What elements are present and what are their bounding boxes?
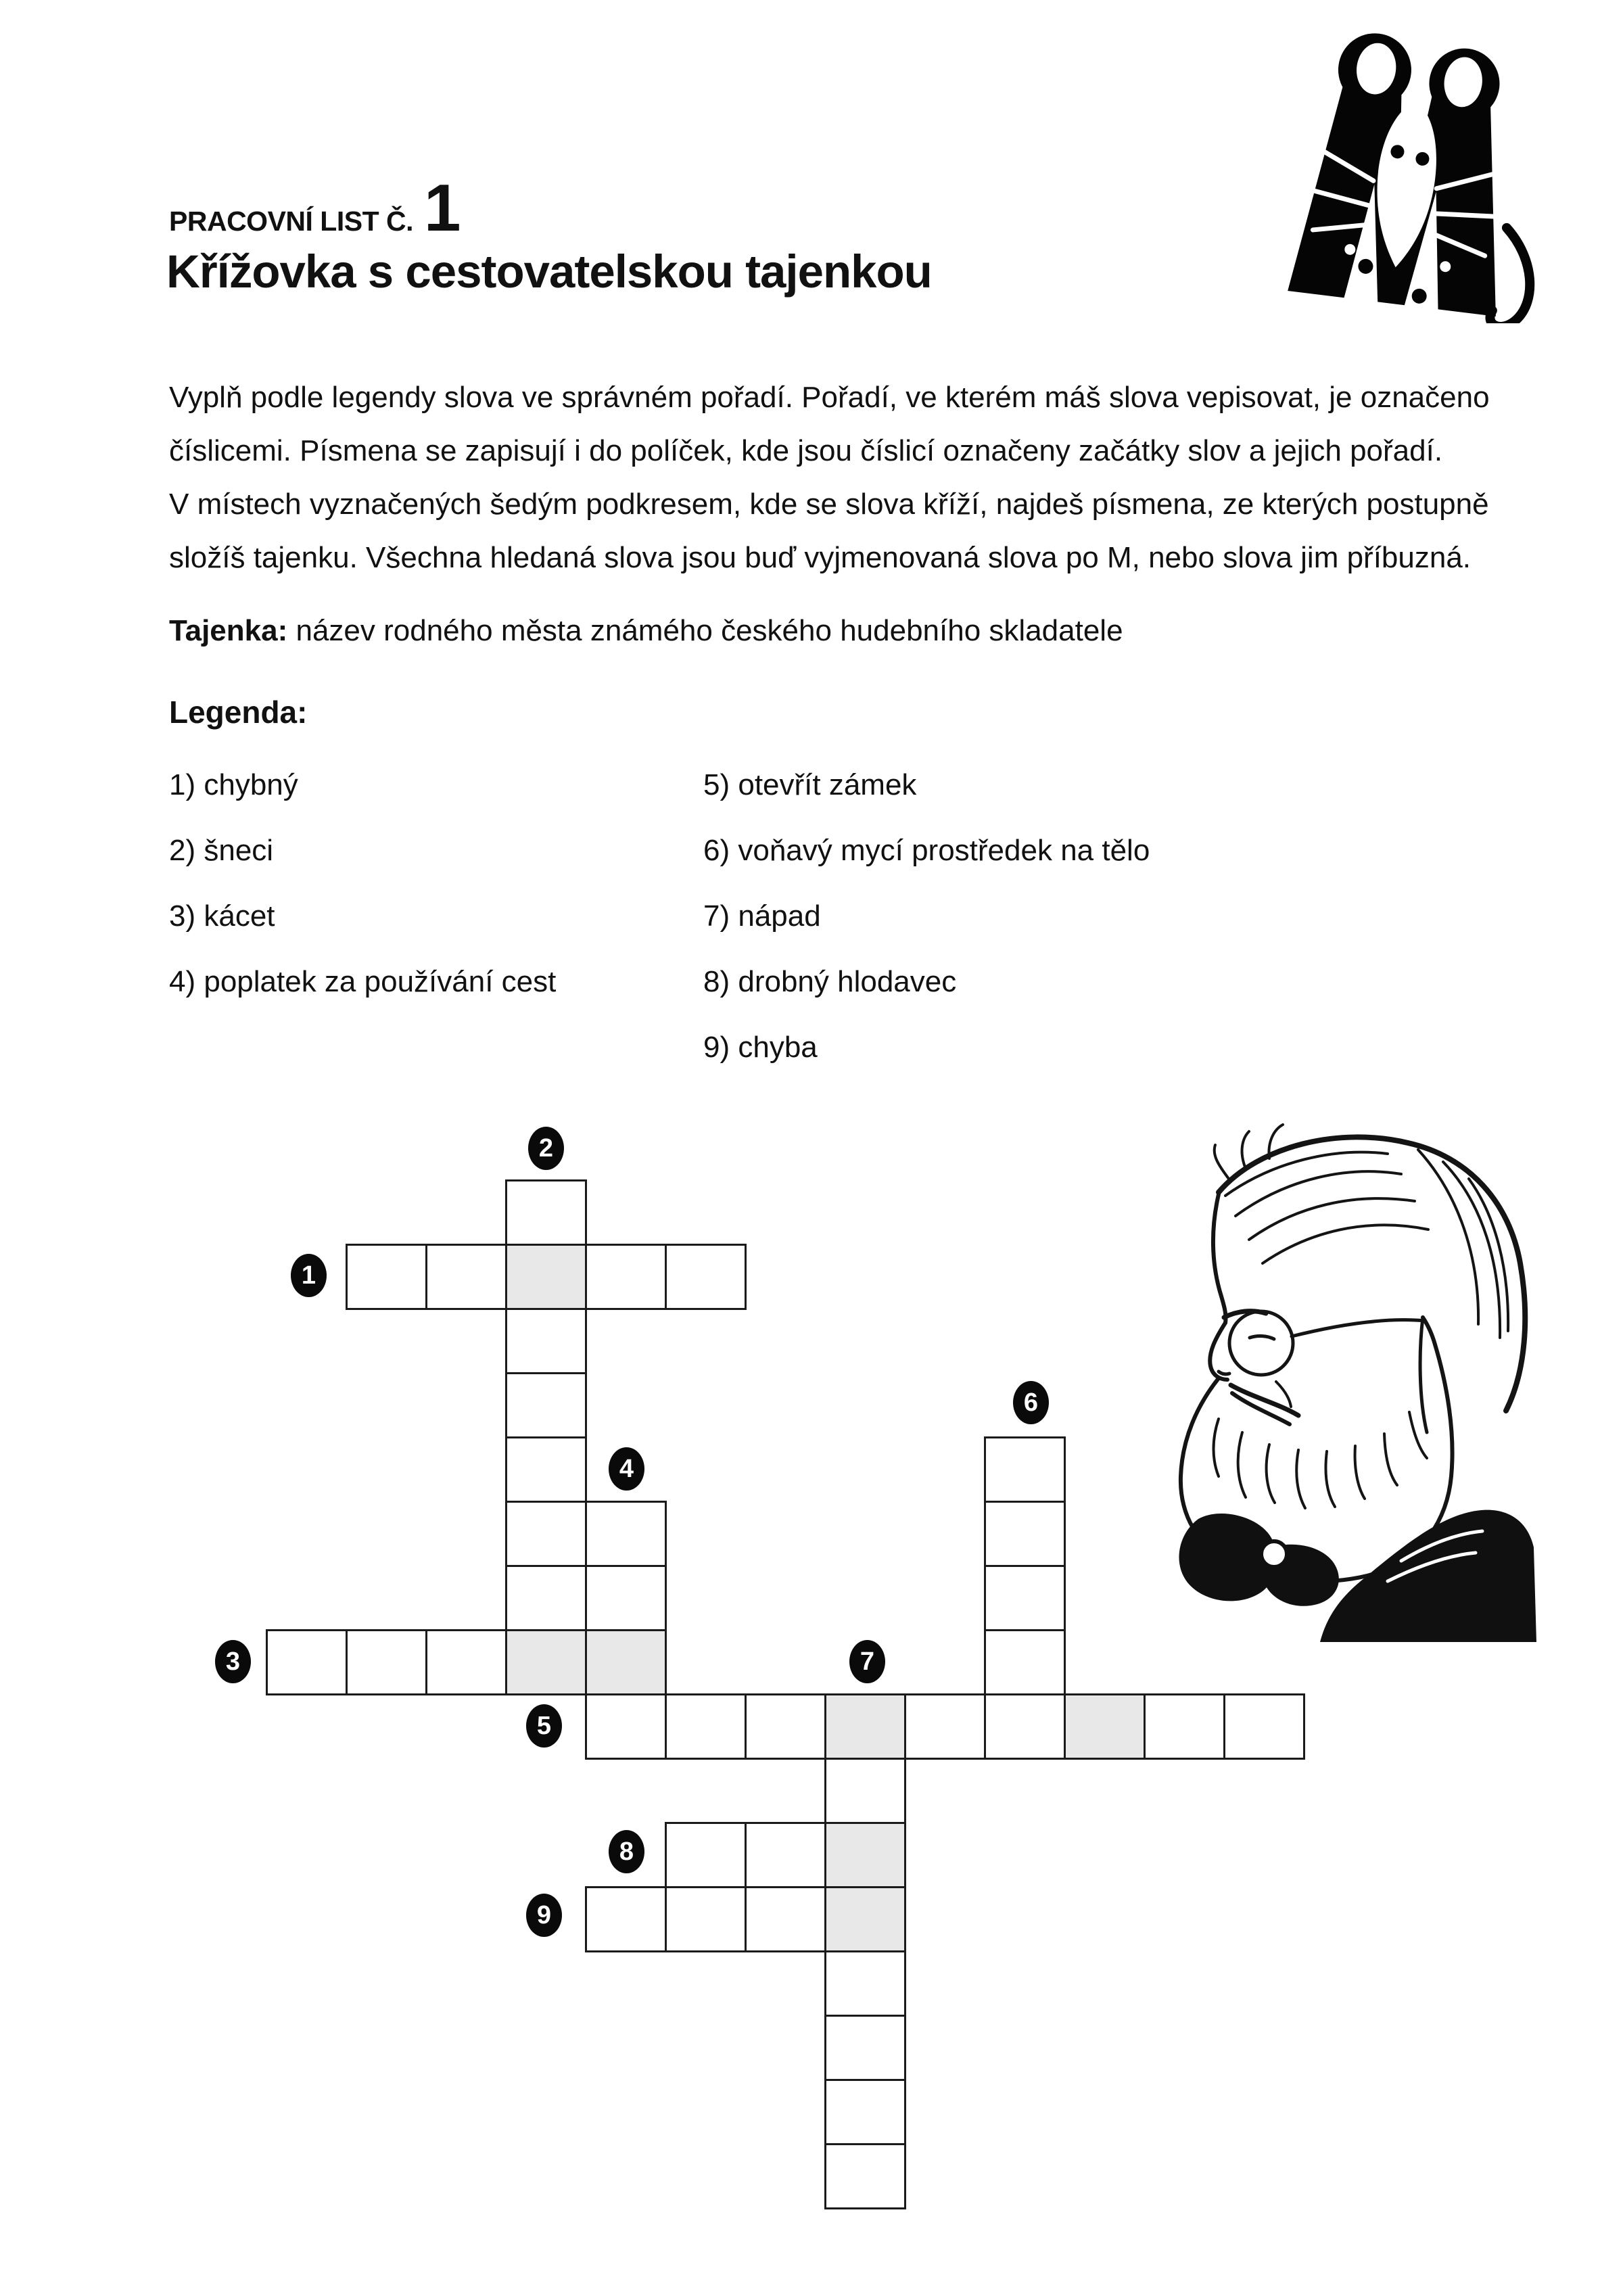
intro-line: číslicemi. Písmena se zapisují i do políček, kde jsou číslicí označeny začátky slov a jejich pořadí.	[169, 434, 1443, 467]
clue-number-badge-4: 4	[609, 1447, 644, 1491]
clue-number-badge-9: 9	[526, 1894, 562, 1937]
crossword-cell-word6[interactable]	[984, 1565, 1066, 1631]
crossword-cell-word9[interactable]	[585, 1886, 667, 1952]
legend-item-2: 2) šneci	[169, 834, 274, 867]
crossword-cell-word7[interactable]	[824, 2143, 906, 2209]
clue-number-badge-6: 6	[1013, 1381, 1049, 1424]
crossword-cell-word8[interactable]	[665, 1822, 747, 1888]
legend-column-1	[169, 752, 556, 1014]
crossword-cell-word7[interactable]	[824, 2015, 906, 2081]
crossword-cell-word1[interactable]	[585, 1244, 667, 1310]
crossword-cell-word3[interactable]	[266, 1629, 348, 1695]
mouse-tail	[1489, 227, 1537, 323]
crossword-cell-word2[interactable]	[505, 1501, 587, 1567]
tajenka-text: název rodného města známého českého hudebního skladatele	[287, 614, 1123, 647]
crossword-cell-word3[interactable]	[505, 1629, 587, 1695]
crossword-cell-word2[interactable]	[505, 1179, 587, 1246]
crossword-cell-word5[interactable]	[745, 1693, 826, 1760]
intro-line: složíš tajenku. Všechna hledaná slova jsou buď vyjmenovaná slova po M, nebo slova jim příbuzná.	[169, 541, 1472, 574]
clue-number-badge-3: 3	[215, 1640, 251, 1683]
worksheet-number: 1	[424, 170, 461, 245]
legend-item-3: 3) kácet	[169, 899, 275, 933]
crossword-cell-word5[interactable]	[1064, 1693, 1146, 1760]
crossword-cell-word7[interactable]	[824, 1693, 906, 1760]
clue-number-badge-7: 7	[849, 1640, 885, 1683]
clue-number-badge-8: 8	[609, 1830, 644, 1873]
crossword-cell-word1[interactable]	[346, 1244, 427, 1310]
worksheet-kicker: PRACOVNÍ LIST Č.	[169, 206, 414, 237]
crossword-cell-word7[interactable]	[824, 2079, 906, 2145]
clue-number-badge-5: 5	[526, 1704, 562, 1748]
crossword-cell-word2[interactable]	[505, 1436, 587, 1503]
crossword-cell-word9[interactable]	[824, 1886, 906, 1952]
crossword-cell-word5[interactable]	[665, 1693, 747, 1760]
crossword-cell-word8[interactable]	[824, 1822, 906, 1888]
intro-line: Vyplň podle legendy slova ve správném pořadí. Pořadí, ve kterém máš slova vepisovat, je označeno	[169, 381, 1490, 414]
legend-item-8: 8) drobný hlodavec	[703, 965, 957, 998]
crossword-cell-word2[interactable]	[505, 1244, 587, 1310]
header	[169, 170, 461, 245]
crossword-cell-word4[interactable]	[585, 1629, 667, 1695]
intro-paragraph	[169, 371, 1495, 584]
tajenka-label: Tajenka:	[169, 614, 288, 647]
legend-item-7: 7) nápad	[703, 899, 821, 933]
crossword-cell-word6[interactable]	[984, 1693, 1066, 1760]
crossword-cell-word3[interactable]	[425, 1629, 507, 1695]
intro-line: V místech vyznačených šedým podkresem, kde se slova kříží, najdeš písmena, ze kterých postupně	[169, 488, 1489, 521]
composer-portrait-illustration	[1117, 1115, 1536, 1642]
crossword-cell-word4[interactable]	[585, 1565, 667, 1631]
legend-item-4: 4) poplatek za používání cest	[169, 965, 557, 998]
legend-item-5: 5) otevřít zámek	[703, 768, 917, 801]
crossword-cell-word9[interactable]	[665, 1886, 747, 1952]
crossword-cell-word5[interactable]	[904, 1693, 986, 1760]
crossword-cell-word2[interactable]	[505, 1372, 587, 1438]
legend-column-2	[703, 752, 1150, 1080]
legend-item-1: 1) chybný	[169, 768, 298, 801]
crossword-cell-word2[interactable]	[505, 1565, 587, 1631]
clue-number-badge-1: 1	[291, 1254, 327, 1297]
coat-shoulder	[1320, 1510, 1536, 1642]
crossword-cell-word7[interactable]	[824, 1950, 906, 2017]
crossword-cell-word6[interactable]	[984, 1629, 1066, 1695]
crossword-cell-word3[interactable]	[346, 1629, 427, 1695]
legend-item-9: 9) chyba	[703, 1031, 818, 1064]
crossword-cell-word1[interactable]	[425, 1244, 507, 1310]
crossword-cell-word6[interactable]	[984, 1436, 1066, 1503]
crossword-cell-word2[interactable]	[505, 1308, 587, 1374]
crossword-cell-word5[interactable]	[1144, 1693, 1225, 1760]
crossword-cell-word9[interactable]	[745, 1886, 826, 1952]
crossword-cell-word5[interactable]	[585, 1693, 667, 1760]
crossword-cell-word4[interactable]	[585, 1501, 667, 1567]
clue-number-badge-2: 2	[528, 1127, 564, 1170]
legend-heading: Legenda:	[169, 695, 308, 730]
crossword-cell-word1[interactable]	[665, 1244, 747, 1310]
page-title: Křížovka s cestovatelskou tajenkou	[166, 245, 932, 298]
crossword-cell-word8[interactable]	[745, 1822, 826, 1888]
legend-item-6: 6) voňavý mycí prostředek na tělo	[703, 834, 1150, 867]
crossword-cell-word7[interactable]	[824, 1758, 906, 1824]
tajenka-line	[169, 614, 1123, 648]
crossword-cell-word6[interactable]	[984, 1501, 1066, 1567]
crossword-cell-word5[interactable]	[1223, 1693, 1305, 1760]
mouse-m-logo-icon	[1259, 32, 1550, 323]
